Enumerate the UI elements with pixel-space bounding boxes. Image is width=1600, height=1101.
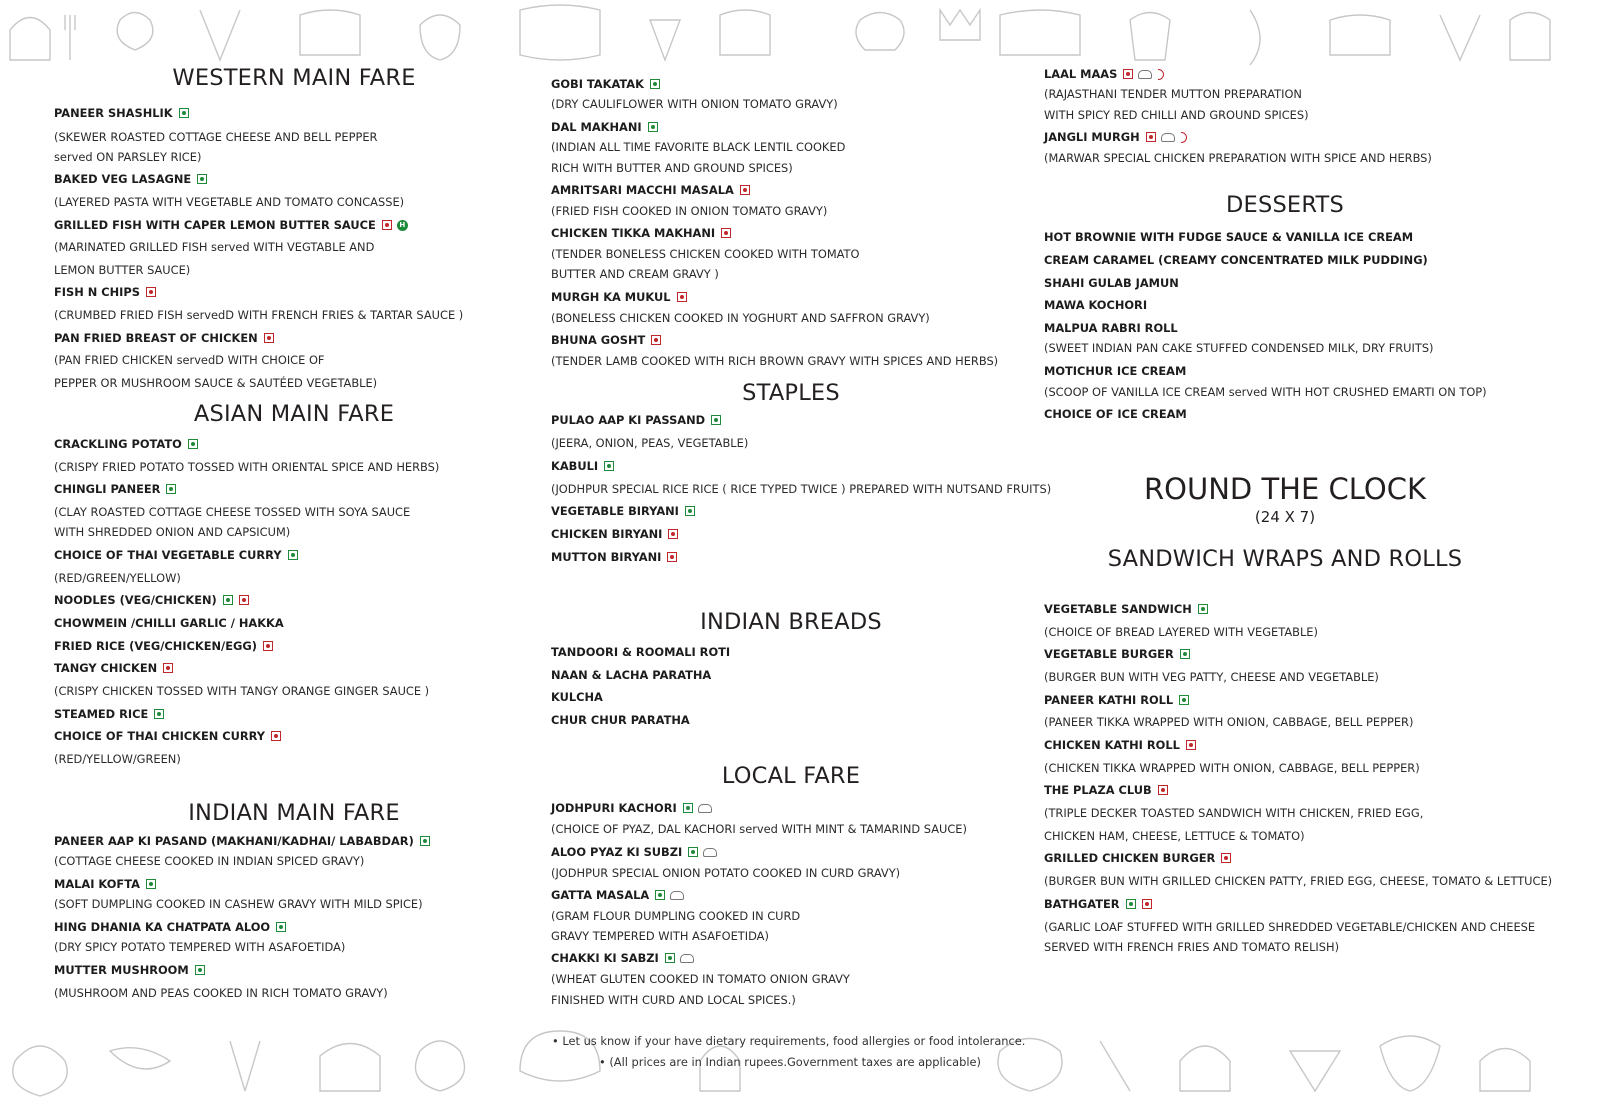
menu-item-label: LAAL MAAS — [1044, 67, 1118, 81]
menu-item-label: AMRITSARI MACCHI MASALA — [551, 183, 734, 197]
menu-item-description: served ON PARSLEY RICE) — [54, 150, 202, 164]
menu-item-name — [551, 951, 694, 965]
menu-item-name — [551, 226, 731, 240]
non-veg-symbol-icon — [239, 595, 249, 605]
menu-item-label: BATHGATER — [1044, 897, 1120, 911]
menu-item-name — [54, 661, 173, 675]
menu-item-label: VEGETABLE SANDWICH — [1044, 602, 1192, 616]
menu-item-description: (MARINATED GRILLED FISH served WITH VEGTABLE AND — [54, 240, 375, 254]
menu-item-description: (PAN FRIED CHICKEN servedD WITH CHOICE OF — [54, 353, 325, 367]
chef-special-icon — [703, 848, 717, 857]
menu-item-description: (DRY CAULIFLOWER WITH ONION TOMATO GRAVY) — [551, 97, 838, 111]
veg-symbol-icon — [685, 506, 695, 516]
dietary-note: • Let us know if your have dietary requirements, food allergies or food intolerance. — [552, 1034, 1026, 1048]
non-veg-symbol-icon — [1142, 899, 1152, 909]
non-veg-symbol-icon — [264, 333, 274, 343]
menu-item-label: VEGETABLE BURGER — [1044, 647, 1174, 661]
menu-item-description: (GRAM FLOUR DUMPLING COOKED IN CURD — [551, 909, 801, 923]
menu-item-description: SERVED WITH FRENCH FRIES AND TOMATO RELISH) — [1044, 940, 1340, 954]
menu-item-name — [1044, 602, 1208, 616]
menu-item-label: MALPUA RABRI ROLL — [1044, 321, 1178, 335]
section-title: SANDWICH WRAPS AND ROLLS — [1107, 546, 1463, 572]
chef-special-icon — [670, 891, 684, 900]
menu-item-label: DAL MAKHANI — [551, 120, 642, 134]
menu-item-label: STEAMED RICE — [54, 707, 149, 721]
menu-item-description: (CLAY ROASTED COTTAGE CHEESE TOSSED WITH SOYA SAUCE — [54, 505, 411, 519]
menu-item-name — [1044, 298, 1147, 312]
non-veg-symbol-icon — [382, 220, 392, 230]
menu-item-label: MUTTON BIRYANI — [551, 550, 662, 564]
menu-item-description: (TENDER LAMB COOKED WITH RICH BROWN GRAVY WITH SPICES AND HERBS) — [551, 354, 999, 368]
menu-item-label: HOT BROWNIE WITH FUDGE SAUCE & VANILLA ICE CREAM — [1044, 230, 1414, 244]
menu-item-name — [1044, 321, 1178, 335]
menu-item-label: MALAI KOFTA — [54, 877, 140, 891]
menu-item-label: CHOICE OF THAI VEGETABLE CURRY — [54, 548, 282, 562]
price-note: • (All prices are in Indian rupees.Government taxes are applicable) — [599, 1055, 981, 1069]
menu-item-label: TANGY CHICKEN — [54, 661, 158, 675]
menu-item-description: (SCOOP OF VANILLA ICE CREAM served WITH HOT CRUSHED EMARTI ON TOP) — [1044, 385, 1487, 399]
menu-item-description: (SWEET INDIAN PAN CAKE STUFFED CONDENSED MILK, DRY FRUITS) — [1044, 341, 1434, 355]
non-veg-symbol-icon — [271, 731, 281, 741]
menu-item-description: (SOFT DUMPLING COOKED IN CASHEW GRAVY WITH MILD SPICE) — [54, 897, 423, 911]
menu-item-description: WITH SHREDDED ONION AND CAPSICUM) — [54, 525, 291, 539]
menu-item-label: PANEER KATHI ROLL — [1044, 693, 1174, 707]
menu-item-description: CHICKEN HAM, CHEESE, LETTUCE & TOMATO) — [1044, 829, 1305, 843]
section-title: (24 X 7) — [1254, 508, 1316, 526]
halal-icon: H — [397, 220, 408, 231]
menu-item-name — [551, 888, 684, 902]
menu-item-description: (CHOICE OF PYAZ, DAL KACHORI served WITH MINT & TAMARIND SAUCE) — [551, 822, 967, 836]
menu-item-name — [54, 106, 189, 120]
menu-item-name — [54, 834, 430, 848]
non-veg-symbol-icon — [668, 529, 678, 539]
menu-item-description: GRAVY TEMPERED WITH ASAFOETIDA) — [551, 929, 769, 943]
menu-item-label: FISH N CHIPS — [54, 285, 140, 299]
menu-item-name — [551, 801, 712, 815]
menu-item-label: VEGETABLE BIRYANI — [551, 504, 679, 518]
veg-symbol-icon — [276, 922, 286, 932]
menu-item-name — [54, 639, 273, 653]
section-title: INDIAN BREADS — [700, 609, 882, 635]
menu-item-label: FRIED RICE (VEG/CHICKEN/EGG) — [54, 639, 257, 653]
menu-item-label: CREAM CARAMEL (CREAMY CONCENTRATED MILK PUDDING) — [1044, 253, 1428, 267]
menu-item-label: ALOO PYAZ KI SUBZI — [551, 845, 683, 859]
menu-item-name — [54, 877, 156, 891]
menu-item-name — [1044, 364, 1186, 378]
menu-item-name — [551, 550, 677, 564]
menu-item-description: BUTTER AND CREAM GRAVY ) — [551, 267, 719, 281]
menu-item-description: FINISHED WITH CURD AND LOCAL SPICES.) — [551, 993, 796, 1007]
non-veg-symbol-icon — [1221, 853, 1231, 863]
menu-item-label: GRILLED FISH WITH CAPER LEMON BUTTER SAUCE — [54, 218, 376, 232]
veg-symbol-icon — [197, 174, 207, 184]
menu-item-label: PAN FRIED BREAST OF CHICKEN — [54, 331, 258, 345]
menu-item-name — [1044, 276, 1179, 290]
menu-item-description: (SKEWER ROASTED COTTAGE CHEESE AND BELL PEPPER — [54, 130, 378, 144]
menu-item-name — [551, 645, 730, 659]
menu-item-name — [1044, 230, 1413, 244]
menu-item-description: (LAYERED PASTA WITH VEGETABLE AND TOMATO CONCASSE) — [54, 195, 405, 209]
menu-item-name — [54, 172, 207, 186]
menu-item-label: CHOICE OF THAI CHICKEN CURRY — [54, 729, 266, 743]
menu-item-name — [551, 527, 678, 541]
menu-item-name — [1044, 738, 1196, 752]
section-title: ROUND THE CLOCK — [1144, 472, 1426, 506]
menu-item-description: (WHEAT GLUTEN COOKED IN TOMATO ONION GRAVY — [551, 972, 850, 986]
veg-symbol-icon — [711, 415, 721, 425]
menu-item-label: BHUNA GOSHT — [551, 333, 646, 347]
veg-symbol-icon — [195, 965, 205, 975]
chef-special-icon — [1161, 133, 1175, 142]
non-veg-symbol-icon — [721, 228, 731, 238]
menu-item-label: SHAHI GULAB JAMUN — [1044, 276, 1179, 290]
veg-symbol-icon — [688, 847, 698, 857]
menu-item-name — [1044, 783, 1168, 797]
menu-item-name — [1044, 130, 1187, 144]
menu-item-label: MUTTER MUSHROOM — [54, 963, 189, 977]
menu-item-name — [1044, 67, 1164, 81]
veg-symbol-icon — [683, 803, 693, 813]
menu-item-label: PANEER SHASHLIK — [54, 106, 173, 120]
menu-item-name — [54, 707, 164, 721]
menu-item-name — [1044, 851, 1231, 865]
menu-item-label: CHICKEN BIRYANI — [551, 527, 663, 541]
veg-symbol-icon — [650, 79, 660, 89]
menu-item-label: CHAKKI KI SABZI — [551, 951, 659, 965]
menu-item-label: CHOICE OF ICE CREAM — [1044, 407, 1187, 421]
veg-symbol-icon — [146, 879, 156, 889]
menu-item-label: THE PLAZA CLUB — [1044, 783, 1152, 797]
veg-symbol-icon — [1126, 899, 1136, 909]
section-title: LOCAL FARE — [721, 763, 861, 789]
menu-item-description: (TENDER BONELESS CHICKEN COOKED WITH TOMATO — [551, 247, 860, 261]
veg-symbol-icon — [604, 461, 614, 471]
menu-item-name — [551, 120, 658, 134]
non-veg-symbol-icon — [651, 335, 661, 345]
menu-item-name — [551, 845, 717, 859]
menu-item-name — [551, 183, 750, 197]
menu-item-description: (RED/GREEN/YELLOW) — [54, 571, 181, 585]
veg-symbol-icon — [223, 595, 233, 605]
chef-special-icon — [680, 954, 694, 963]
menu-item-name — [551, 413, 721, 427]
menu-item-description: (JODHPUR SPECIAL RICE RICE ( RICE TYPED TWICE ) PREPARED WITH NUTSAND FRUITS) — [551, 482, 1052, 496]
menu-item-description: (BONELESS CHICKEN COOKED IN YOGHURT AND SAFFRON GRAVY) — [551, 311, 930, 325]
menu-item-description: (CRISPY FRIED POTATO TOSSED WITH ORIENTAL SPICE AND HERBS) — [54, 460, 440, 474]
non-veg-symbol-icon — [146, 287, 156, 297]
menu-item-label: KABULI — [551, 459, 599, 473]
spicy-chili-icon — [1181, 132, 1187, 143]
menu-item-description: (MUSHROOM AND PEAS COOKED IN RICH TOMATO GRAVY) — [54, 986, 388, 1000]
menu-item-description: (TRIPLE DECKER TOASTED SANDWICH WITH CHICKEN, FRIED EGG, — [1044, 806, 1424, 820]
menu-item-name — [54, 548, 298, 562]
menu-item-description: LEMON BUTTER SAUCE) — [54, 263, 191, 277]
veg-symbol-icon — [166, 484, 176, 494]
menu-item-description: RICH WITH BUTTER AND GROUND SPICES) — [551, 161, 793, 175]
menu-item-label: CHUR CHUR PARATHA — [551, 713, 690, 727]
menu-item-description: (BURGER BUN WITH GRILLED CHICKEN PATTY, FRIED EGG, CHEESE, TOMATO & LETTUCE) — [1044, 874, 1553, 888]
menu-item-name — [54, 482, 176, 496]
menu-item-name — [54, 920, 286, 934]
menu-item-description: WITH SPICY RED CHILLI AND GROUND SPICES) — [1044, 108, 1309, 122]
menu-item-description: (FRIED FISH COOKED IN ONION TOMATO GRAVY) — [551, 204, 828, 218]
menu-item-name — [1044, 693, 1189, 707]
menu-item-description: (BURGER BUN WITH VEG PATTY, CHEESE AND VEGETABLE) — [1044, 670, 1379, 684]
section-title: DESSERTS — [1226, 192, 1344, 218]
menu-item-name — [551, 459, 614, 473]
menu-item-label: GRILLED CHICKEN BURGER — [1044, 851, 1216, 865]
non-veg-symbol-icon — [677, 292, 687, 302]
menu-item-name — [54, 331, 274, 345]
non-veg-symbol-icon — [163, 663, 173, 673]
menu-item-name — [1044, 253, 1428, 267]
menu-item-label: CHINGLI PANEER — [54, 482, 161, 496]
menu-item-description: (CRUMBED FRIED FISH servedD WITH FRENCH FRIES & TARTAR SAUCE ) — [54, 308, 464, 322]
menu-item-description: (RAJASTHANI TENDER MUTTON PREPARATION — [1044, 87, 1302, 101]
non-veg-symbol-icon — [1123, 69, 1133, 79]
menu-item-description: (PANEER TIKKA WRAPPED WITH ONION, CABBAGE, BELL PEPPER) — [1044, 715, 1414, 729]
menu-item-description: (CRISPY CHICKEN TOSSED WITH TANGY ORANGE GINGER SAUCE ) — [54, 684, 430, 698]
menu-item-name — [551, 713, 690, 727]
menu-item-label: GATTA MASALA — [551, 888, 650, 902]
menu-item-label: NOODLES (VEG/CHICKEN) — [54, 593, 217, 607]
menu-item-label: CHICKEN TIKKA MAKHANI — [551, 226, 716, 240]
veg-symbol-icon — [1198, 604, 1208, 614]
menu-item-name — [1044, 647, 1190, 661]
menu-item-label: JANGLI MURGH — [1044, 130, 1140, 144]
menu-item-description: (INDIAN ALL TIME FAVORITE BLACK LENTIL COOKED — [551, 140, 846, 154]
veg-symbol-icon — [420, 836, 430, 846]
menu-item-name — [551, 504, 695, 518]
menu-item-description: (CHOICE OF BREAD LAYERED WITH VEGETABLE) — [1044, 625, 1318, 639]
section-title: ASIAN MAIN FARE — [193, 401, 395, 427]
menu-item-label: PULAO AAP KI PASSAND — [551, 413, 706, 427]
non-veg-symbol-icon — [263, 641, 273, 651]
menu-item-description: (JODHPUR SPECIAL ONION POTATO COOKED IN CURD GRAVY) — [551, 866, 901, 880]
chef-special-icon — [1138, 70, 1152, 79]
menu-item-label: NAAN & LACHA PARATHA — [551, 668, 712, 682]
non-veg-symbol-icon — [667, 552, 677, 562]
menu-item-name — [551, 690, 603, 704]
menu-item-name — [54, 729, 281, 743]
chef-special-icon — [698, 804, 712, 813]
non-veg-symbol-icon — [1158, 785, 1168, 795]
menu-item-name — [551, 290, 687, 304]
menu-item-label: MOTICHUR ICE CREAM — [1044, 364, 1187, 378]
menu-item-name — [1044, 897, 1152, 911]
menu-item-description: (RED/YELLOW/GREEN) — [54, 752, 181, 766]
section-title: STAPLES — [742, 380, 840, 406]
menu-item-name — [551, 77, 660, 91]
menu-item-label: MAWA KOCHORI — [1044, 298, 1148, 312]
non-veg-symbol-icon — [740, 185, 750, 195]
menu-item-name — [54, 285, 156, 299]
menu-item-label: CHICKEN KATHI ROLL — [1044, 738, 1180, 752]
menu-item-name — [54, 437, 198, 451]
veg-symbol-icon — [179, 108, 189, 118]
food-doodle-border-top — [0, 0, 1600, 70]
section-title: WESTERN MAIN FARE — [172, 65, 416, 91]
menu-item-name — [54, 593, 249, 607]
veg-symbol-icon — [665, 953, 675, 963]
menu-item-name — [1044, 407, 1187, 421]
menu-item-label: PANEER AAP KI PASAND (MAKHANI/KADHAI/ LABABDAR) — [54, 834, 414, 848]
menu-item-label: TANDOORI & ROOMALI ROTI — [551, 645, 731, 659]
veg-symbol-icon — [1179, 695, 1189, 705]
veg-symbol-icon — [288, 550, 298, 560]
menu-item-label: BAKED VEG LASAGNE — [54, 172, 192, 186]
menu-item-name — [54, 616, 284, 630]
menu-item-label: KULCHA — [551, 690, 603, 704]
menu-item-description: (MARWAR SPECIAL CHICKEN PREPARATION WITH SPICE AND HERBS) — [1044, 151, 1432, 165]
menu-item-name — [54, 963, 205, 977]
non-veg-symbol-icon — [1146, 132, 1156, 142]
menu-item-label: JODHPURI KACHORI — [551, 801, 677, 815]
veg-symbol-icon — [648, 122, 658, 132]
menu-item-description: (CHICKEN TIKKA WRAPPED WITH ONION, CABBAGE, BELL PEPPER) — [1044, 761, 1420, 775]
spicy-chili-icon — [1158, 69, 1164, 80]
menu-item-name — [54, 218, 408, 232]
menu-item-description: (GARLIC LOAF STUFFED WITH GRILLED SHREDDED VEGETABLE/CHICKEN AND CHEESE — [1044, 920, 1536, 934]
menu-item-label: CHOWMEIN /CHILLI GARLIC / HAKKA — [54, 616, 284, 630]
non-veg-symbol-icon — [1186, 740, 1196, 750]
menu-item-description: (COTTAGE CHEESE COOKED IN INDIAN SPICED GRAVY) — [54, 854, 365, 868]
menu-item-name — [551, 333, 661, 347]
menu-item-description: (DRY SPICY POTATO TEMPERED WITH ASAFOETIDA) — [54, 940, 346, 954]
veg-symbol-icon — [154, 709, 164, 719]
section-title: INDIAN MAIN FARE — [188, 800, 400, 826]
menu-item-label: GOBI TAKATAK — [551, 77, 644, 91]
menu-item-description: PEPPER OR MUSHROOM SAUCE & SAUTÉED VEGETABLE) — [54, 376, 378, 390]
veg-symbol-icon — [1180, 649, 1190, 659]
veg-symbol-icon — [188, 439, 198, 449]
menu-item-label: CRACKLING POTATO — [54, 437, 182, 451]
menu-item-label: HING DHANIA KA CHATPATA ALOO — [54, 920, 271, 934]
veg-symbol-icon — [655, 890, 665, 900]
menu-item-name — [551, 668, 711, 682]
menu-item-label: MURGH KA MUKUL — [551, 290, 671, 304]
menu-item-description: (JEERA, ONION, PEAS, VEGETABLE) — [551, 436, 749, 450]
